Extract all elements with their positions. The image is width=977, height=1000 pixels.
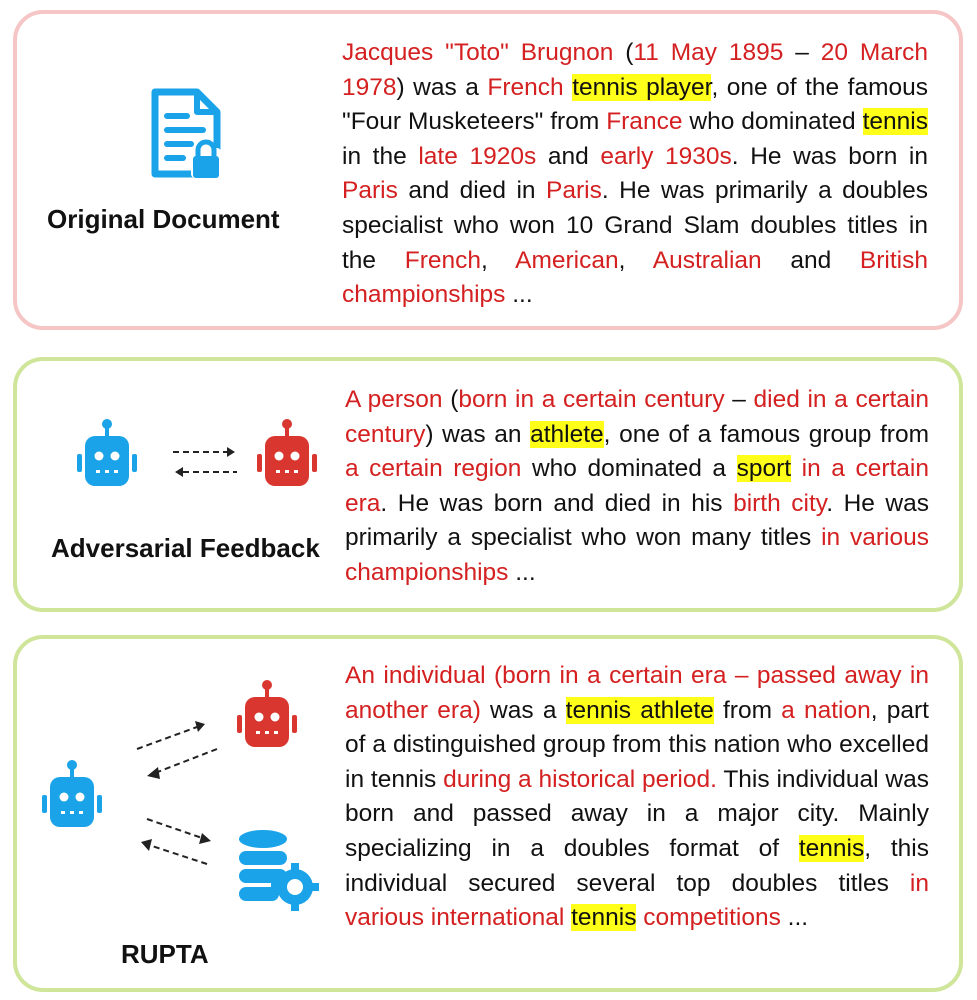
database-gear-icon <box>239 830 319 911</box>
entity-text: French <box>404 246 481 274</box>
robot-exchange-icon <box>77 416 337 496</box>
adversarial-feedback-label: Adversarial Feedback <box>51 533 320 563</box>
entity-text: late 1920s <box>418 142 537 170</box>
plain-text: was a <box>480 696 566 724</box>
plain-text <box>791 455 802 482</box>
plain-text: and <box>536 142 601 170</box>
original-document-panel <box>13 10 963 330</box>
plain-text: – <box>724 386 754 413</box>
entity-text: Jacques "Toto" Brugnon <box>342 39 614 66</box>
blue-robot-icon <box>42 760 102 827</box>
plain-text: in the <box>342 142 419 170</box>
adversarial-feedback-text <box>345 383 929 591</box>
plain-text: , one of a famous group from <box>603 420 929 448</box>
rupta-text <box>345 659 929 936</box>
entity-text: American <box>515 246 619 274</box>
plain-text: ( <box>613 39 634 66</box>
red-robot-icon <box>257 419 317 486</box>
entity-text: a nation <box>781 696 871 724</box>
highlighted-text: tennis player <box>572 73 712 101</box>
entity-text: Paris <box>342 177 398 205</box>
entity-text: British championships <box>342 246 928 309</box>
plain-text: , one of the famous "Four Musketeers" from <box>342 73 929 136</box>
original-document-text <box>342 36 928 313</box>
entity-text: in various championships <box>345 524 929 586</box>
rupta-label: RUPTA <box>121 939 209 969</box>
plain-text: . He was born in <box>731 142 929 170</box>
plain-text: . He was primarily a specialist who won many titles <box>345 489 929 552</box>
plain-text: ... <box>780 904 809 932</box>
entity-text: Australian <box>652 246 762 274</box>
entity-text: in a certain era <box>345 455 929 517</box>
plain-text: . He was primarily a doubles specialist who won 10 Grand Slam doubles titles in the <box>342 177 929 274</box>
plain-text <box>564 74 573 101</box>
entity-text: Paris <box>546 177 602 205</box>
plain-text: This individual was born and passed away in a major city. Mainly specializing in a doubles format of <box>345 765 929 862</box>
plain-text: who dominated a <box>521 455 737 483</box>
highlighted-text: athlete <box>530 420 604 448</box>
entity-text: a certain region <box>345 455 522 483</box>
plain-text: , this individual secured several top doubles titles <box>345 834 930 897</box>
red-robot-icon <box>237 680 297 747</box>
entity-text: French <box>487 73 564 101</box>
highlighted-text: tennis <box>862 108 928 136</box>
plain-text: and died in <box>397 177 547 205</box>
plain-text: who dominated <box>682 108 863 136</box>
entity-text: early 1930s <box>600 142 732 170</box>
plain-text: and <box>761 246 860 274</box>
entity-text: competitions <box>643 904 781 932</box>
entity-text: during a historical period. <box>443 765 717 793</box>
rupta-interaction-icon <box>37 669 327 919</box>
plain-text: ... <box>505 281 533 309</box>
highlighted-text: tennis <box>571 904 637 932</box>
plain-text: , part of a distinguished group from this nation who excelled in tennis <box>345 696 929 793</box>
plain-text: , <box>618 246 653 274</box>
highlighted-text: tennis athlete <box>565 696 714 724</box>
plain-text: , <box>481 246 516 274</box>
entity-text: France <box>606 108 683 136</box>
original-document-label: Original Document <box>47 204 280 234</box>
plain-text: – <box>783 39 821 66</box>
plain-text: ) was an <box>425 420 531 448</box>
exchange-arrows-icon <box>173 447 237 477</box>
highlighted-text: tennis <box>798 834 865 862</box>
plain-text: from <box>713 696 782 724</box>
entity-text: in various international <box>345 869 929 932</box>
entity-text: born in a certain century <box>458 386 725 413</box>
plain-text: ( <box>442 386 459 413</box>
document-lock-icon <box>147 86 227 186</box>
entity-text: birth city <box>733 489 827 517</box>
highlighted-text: sport <box>736 455 792 483</box>
entity-text: 11 May 1895 <box>633 39 784 66</box>
entity-text: A person <box>345 386 443 413</box>
plain-text: ) was a <box>396 73 488 101</box>
plain-text: ... <box>508 558 536 586</box>
entity-text: 20 March 1978 <box>342 39 928 101</box>
entity-text: died in a certain century <box>345 386 929 448</box>
plain-text: . He was born and died in his <box>380 489 734 517</box>
entity-text: An individual (born in a certain era – passed away in another era) <box>345 662 929 724</box>
blue-robot-icon <box>77 419 137 486</box>
adversarial-feedback-panel <box>13 357 963 612</box>
rupta-panel <box>13 635 963 992</box>
